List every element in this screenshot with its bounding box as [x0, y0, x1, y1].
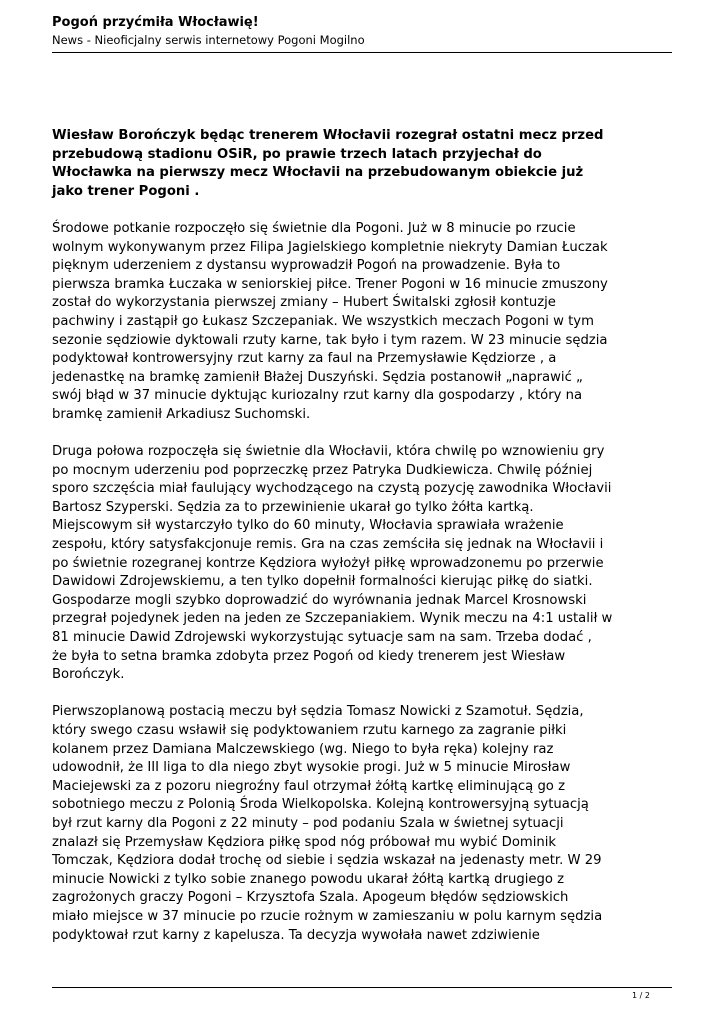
paragraph-line: jedenastkę na bramkę zamienił Błażej Duszyński. Sędzia postanowił „naprawić „	[52, 369, 583, 385]
paragraph-line: po świetnie rozegranej kontrze Kędziora wyłożył piłkę wprowadzonemu po przerwie	[52, 555, 604, 571]
paragraph-line: Pierwszoplanową postacią meczu był sędzia Tomasz Nowicki z Szamotuł. Sędzia,	[52, 704, 584, 720]
paragraph-line: sobotniego meczu z Polonią Środa Wielkopolska. Kolejną kontrowersyjną sytuacją	[52, 797, 589, 813]
document-header	[52, 14, 672, 48]
paragraph-line: miało miejsce w 37 minucie po rzucie rożnym w zamieszaniu w polu karnym sędzia	[52, 908, 603, 924]
paragraph-line: był rzut karny dla Pogoni z 22 minuty – pod podaniu Szala w świetnej sytuacji	[52, 815, 564, 831]
paragraph-line: podyktował kontrowersyjny rzut karny za faul na Przemysławie Kędziorze , a	[52, 351, 557, 367]
paragraph-line: pierwsza bramka Łuczaka w seniorskiej piłce. Trener Pogoni w 16 minucie zmuszony	[52, 276, 608, 292]
page-title: Pogoń przyćmiła Włocławię!	[52, 15, 259, 30]
paragraph-line: zagrożonych graczy Pogoni – Krzysztofa Szala. Apogeum błędów sędziowskich	[52, 890, 569, 906]
paragraph-line: pachwiny i zastąpił go Łukasz Szczepaniak. We wszystkich meczach Pogoni w tym	[52, 313, 594, 329]
article-body	[52, 127, 674, 964]
footer-divider	[52, 987, 672, 988]
article-paragraph-1	[52, 220, 674, 425]
site-subtitle: News - Nieoficjalny serwis internetowy Pogoni Mogilno	[52, 33, 365, 47]
paragraph-line: wolnym wykonywanym przez Filipa Jagielskiego kompletnie niekryty Damian Łuczak	[52, 239, 608, 255]
header-divider	[52, 52, 672, 53]
lead-line: Wiesław Borończyk będąc trenerem Włocłavii rozegrał ostatni mecz przed	[52, 128, 604, 143]
paragraph-line: Miejscowym sił wystarczyło tylko do 60 minuty, Włocłavia sprawiała wrażenie	[52, 518, 564, 534]
paragraph-line: przegrał pojedynek jeden na jeden ze Szczepaniakiem. Wynik meczu na 4:1 ustalił w	[52, 611, 613, 627]
page-number: 1 / 2	[632, 991, 650, 1000]
paragraph-line: który swego czasu wsławił się podyktowaniem rzutu karnego za zagranie piłki	[52, 723, 567, 738]
paragraph-line: Środowe potkanie rozpoczęło się świetnie dla Pogoni. Już w 8 minucie po rzucie	[52, 220, 576, 236]
paragraph-line: podyktował rzut karny z kapelusza. Ta decyzja wywołała nawet zdziwienie	[52, 927, 540, 943]
paragraph-line: Tomczak, Kędziora dodał trochę od siebie i sędzia wskazał na jedenasty metr. W 29	[52, 853, 602, 869]
paragraph-line: został do wykorzystania pierwszej zmiany – Hubert Świtalski zgłosił kontuzje	[52, 295, 556, 311]
paragraph-line: znalazł się Przemysław Kędziora piłkę spod nóg próbował mu wybić Dominik	[52, 834, 557, 850]
paragraph-line: bramkę zamienił Arkadiusz Suchomski.	[52, 406, 311, 422]
article-paragraph-2	[52, 443, 674, 685]
paragraph-line: swój błąd w 37 minucie dyktując kuriozalny rzut karny dla gospodarzy , który na	[52, 388, 583, 404]
paragraph-line: udowodnił, że III liga to dla niego zbyt wysokie progi. Już w 5 minucie Mirosław	[52, 760, 571, 776]
article-paragraph-3	[52, 703, 674, 945]
paragraph-line: 81 minucie Dawid Zdrojewski wykorzystując sytuacje sam na sam. Trzeba dodać ,	[52, 630, 592, 646]
paragraph-line: sezonie sędziowie dyktowali rzuty karne, tak było i tym razem. W 23 minucie sędzia	[52, 332, 608, 348]
paragraph-line: zespołu, który satysfakcjonuje remis. Gra na czas zemściła się jednak na Włocłavii i	[52, 537, 604, 553]
lead-line: przebudową stadionu OSiR, po prawie trzech latach przyjechał do	[52, 146, 542, 162]
paragraph-line: po mocnym uderzeniu pod poprzeczkę przez Patryka Dudkiewicza. Chwilę później	[52, 462, 593, 478]
paragraph-line: sporo szczęścia miał faulujący wychodzącego na czystą pozycję zawodnika Włocłavii	[52, 481, 612, 497]
lead-line: jako trener Pogoni .	[52, 183, 200, 199]
paragraph-line: Borończyk.	[52, 667, 125, 683]
paragraph-line: Maciejewski za z pozoru niegroźny faul otrzymał żółtą kartkę eliminującą go z	[52, 778, 565, 794]
lead-line: Włocławka na pierwszy mecz Włocłavii na przebudowanym obiekcie już	[52, 165, 584, 181]
paragraph-line: że była to setna bramka zdobyta przez Pogoń od kiedy trenerem jest Wiesław	[52, 648, 566, 664]
paragraph-line: Druga połowa rozpoczęła się świetnie dla Włocłavii, która chwilę po wznowieniu gry	[52, 444, 605, 460]
paragraph-line: Gospodarze mogli szybko doprowadzić do wyrównania jednak Marcel Krosnowski	[52, 592, 587, 608]
paragraph-line: Bartosz Szyperski. Sędzia za to przewinienie ukarał go tylko żółta kartką.	[52, 499, 534, 515]
paragraph-line: minucie Nowicki z tylko sobie znanego powodu ukarał żółtą kartką drugiego z	[52, 871, 565, 887]
paragraph-line: Dawidowi Zdrojewskiemu, a ten tylko dopełnił formalności kierując piłkę do siatki.	[52, 574, 593, 590]
article-lead	[52, 127, 674, 201]
paragraph-line: kolanem przez Damiana Malczewskiego (wg. Niego to była ręka) kolejny raz	[52, 741, 554, 757]
paragraph-line: pięknym uderzeniem z dystansu wyprowadził Pogoń na prowadzenie. Była to	[52, 258, 561, 274]
